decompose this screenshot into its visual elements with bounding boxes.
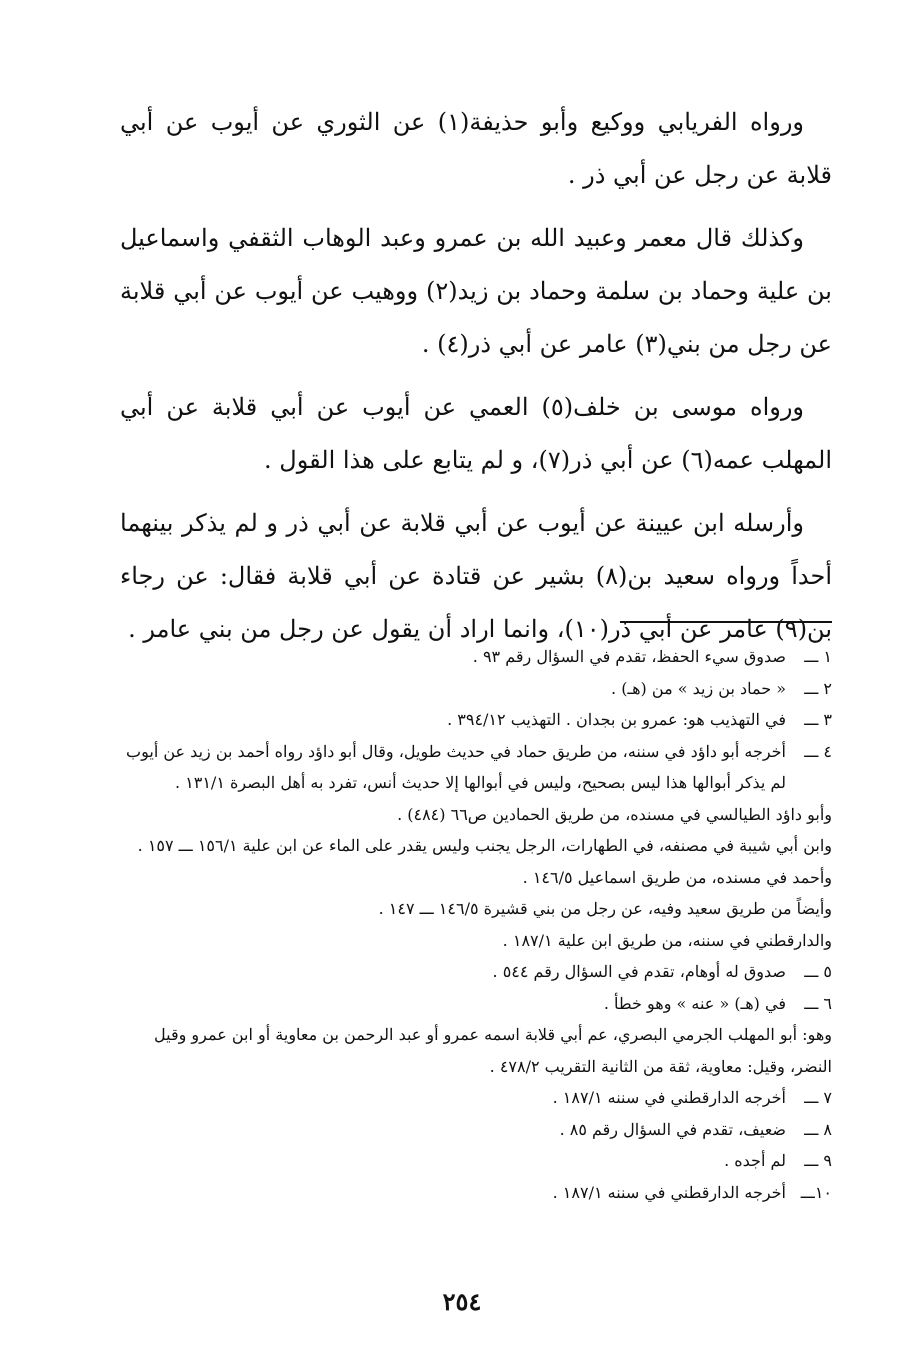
footnote-7 — [120, 1082, 832, 1114]
footnote-4-continuation: وابن أبي شيبة في مصنفه، في الطهارات، الرجل يجنب وليس يقدر على الماء عن ابن علية ١٥٦/١ ـــ ١٥٧ . وأحمد في مسنده، من طريق اسماعيل ١٤٦/٥ . — [137, 836, 832, 887]
footnote-4-continuation: وأبو داؤد الطيالسي في مسنده، من طريق الحمادين ص٦٦ (٤٨٤) . — [397, 804, 832, 824]
page-number: ٢٥٤ — [442, 1287, 482, 1316]
footnote-6-continuation: وهو: أبو المهلب الجرمي البصري، عم أبي قلابة اسمه عمرو أو عبد الرحمن بن معاوية أو ابن عمرو وقيل النضر، وقيل: معاوية، ثقة من الثانية التقريب ٤٧٨/٢ . — [154, 1025, 832, 1076]
footnote-4-continuation: وأيضاً من طريق سعيد وفيه، عن رجل من بني قشيرة ١٤٦/٥ ـــ ١٤٧ . — [378, 899, 832, 918]
paragraph: وكذلك قال معمر وعبيد الله بن عمرو وعبد الوهاب الثقفي واسماعيل بن علية وحماد بن سلمة وحماد بن زيد(٢) ووهيب عن أيوب عن أبي قلابة عن رجل من بني(٣) عامر عن أبي ذر(٤) . — [120, 224, 832, 358]
footnote-8 — [120, 1114, 832, 1146]
footnote-marker: ٨ ـــ — [804, 1119, 832, 1139]
footnote-text: صدوق سيء الحفظ، تقدم في السؤال رقم ٩٣ . — [472, 647, 786, 666]
footnote-text: أخرجه الدارقطني في سننه ١٨٧/١ . — [552, 1088, 786, 1107]
footnote-text: ضعيف، تقدم في السؤال رقم ٨٥ . — [559, 1119, 786, 1139]
footnote-1 — [120, 641, 832, 673]
footnote-9 — [120, 1145, 832, 1177]
footnote-marker: ٧ ـــ — [804, 1088, 832, 1107]
paragraph: وأرسله ابن عيينة عن أيوب عن أبي قلابة عن أبي ذر و لم يذكر بينهما أحداً ورواه سعيد بن(٨) بشير عن قتادة عن أبي قلابة فقال: عن رجاء بن(٩) عامر عن أبي ذر(١٠)، وانما اراد أن يقول عن رجل من بني عامر . — [120, 509, 832, 643]
footnote-separator — [620, 621, 832, 623]
footnote-marker: ١٠ـــ — [800, 1182, 832, 1202]
footnotes — [120, 641, 832, 1208]
footnote-5 — [120, 956, 832, 988]
footnote-marker: ٢ ـــ — [804, 678, 832, 698]
footnote-marker: ٤ ـــ — [804, 741, 832, 761]
footnote-marker: ١ ـــ — [804, 647, 832, 666]
footnote-4 — [120, 736, 832, 799]
paragraph: ورواه الفريابي ووكيع وأبو حذيفة(١) عن الثوري عن أيوب عن أبي قلابة عن رجل عن أبي ذر . — [120, 108, 832, 189]
footnote-2 — [120, 673, 832, 705]
footnote-text: في (هـ) « عنه » وهو خطأ . — [603, 993, 786, 1013]
footnote-text: في التهذيب هو: عمرو بن بجدان . التهذيب ٣٩٤/١٢ . — [447, 710, 786, 729]
footnote-text: أخرجه أبو داؤد في سننه، من طريق حماد في حديث طويل، وقال أبو داؤد رواه أحمد بن زيد عن أيوب لم يذكر أبوالها هذا ليس بصحيح، وليس في أبوالها إلا حديث أنس، تفرد به أهل البصرة ١٣١/١ . — [126, 741, 786, 792]
footnote-6 — [120, 988, 832, 1020]
footnote-text: أخرجه الدارقطني في سننه ١٨٧/١ . — [552, 1182, 786, 1202]
footnote-10 — [120, 1177, 832, 1209]
footnote-text: صدوق له أوهام، تقدم في السؤال رقم ٥٤٤ . — [492, 962, 786, 981]
paragraph: ورواه موسى بن خلف(٥) العمي عن أيوب عن أبي قلابة عن أبي المهلب عمه(٦) عن أبي ذر(٧)، و لم يتابع على هذا القول . — [120, 393, 832, 474]
footnote-marker: ٣ ـــ — [804, 710, 832, 729]
footnote-text: « حماد بن زيد » من (هـ) . — [611, 678, 786, 698]
footnote-marker: ٥ ـــ — [804, 962, 832, 981]
footnote-4-continuation: والدارقطني في سننه، من طريق ابن علية ١٨٧/١ . — [502, 930, 832, 950]
footnote-3 — [120, 704, 832, 736]
main-text — [120, 96, 832, 656]
footnote-marker: ٦ ـــ — [804, 993, 832, 1013]
footnote-marker: ٩ ـــ — [804, 1151, 832, 1170]
footnote-text: لم أجده . — [724, 1151, 786, 1170]
